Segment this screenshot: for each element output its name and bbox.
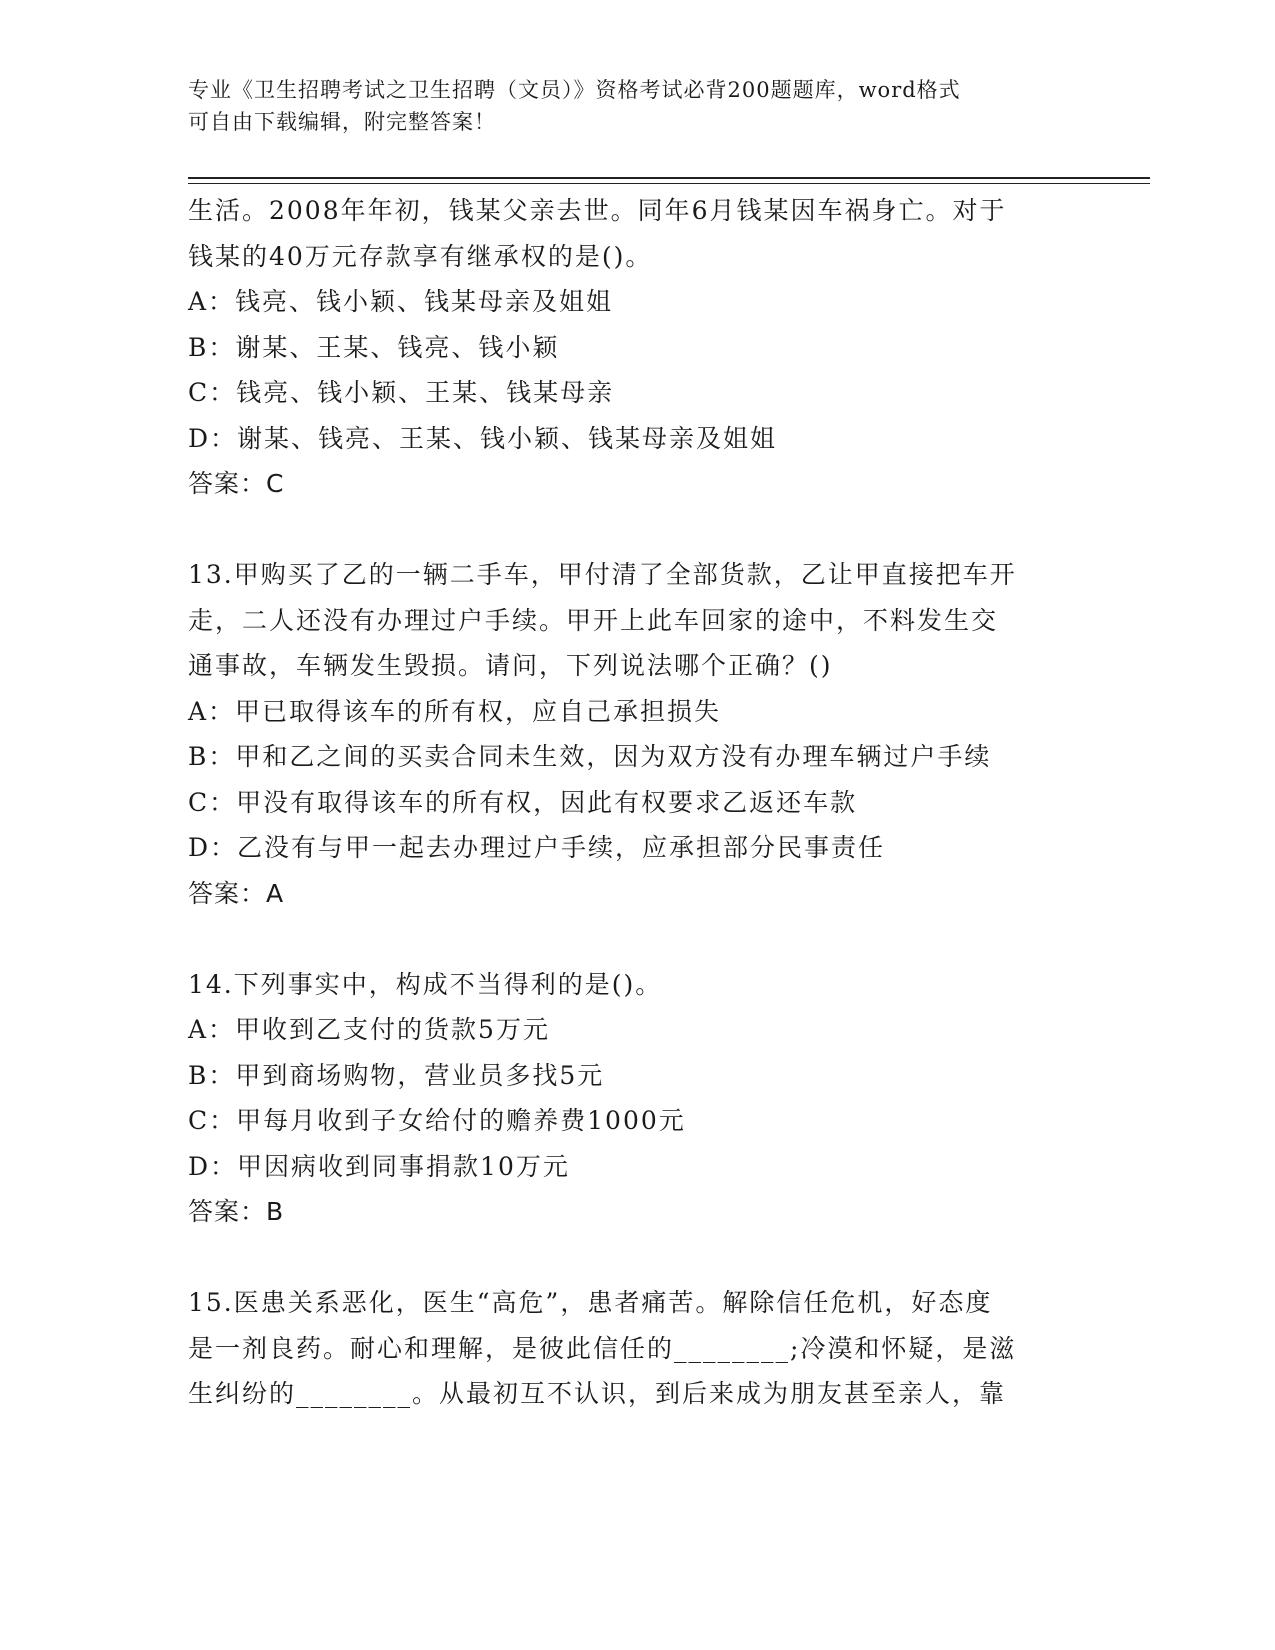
question-text: 15.医患关系恶化，医生“高危”，患者痛苦。解除信任危机，好态度 [188,1288,993,1317]
option-a: A：钱亮、钱小颖、钱某母亲及姐姐 [188,287,614,316]
spacer [188,507,1088,553]
question-13 [188,552,1088,916]
option-a: A：甲已取得该车的所有权，应自己承担损失 [188,696,722,726]
spacer [188,1235,1088,1281]
question-text: 通事故，车辆发生毁损。请问，下列说法哪个正确？() [188,651,833,680]
option-b: B：谢某、王某、钱亮、钱小颖 [188,332,560,362]
answer: 答案：C [188,469,285,498]
question-text: 走，二人还没有办理过户手续。甲开上此车回家的途中，不料发生交 [188,605,999,635]
answer: 答案：B [188,1197,285,1226]
question-12 [188,188,1088,507]
question-15 [188,1280,1088,1417]
header-divider-thin [188,183,1150,184]
header-divider-thick [188,177,1150,179]
option-b: B：甲到商场购物，营业员多找5元 [188,1060,605,1090]
question-text: 生纠纷的________。从最初互不认识，到后来成为朋友甚至亲人，靠 [188,1379,1007,1408]
option-d: D：甲因病收到同事捐款10万元 [188,1151,570,1181]
answer: 答案：A [188,878,285,908]
option-a: A：甲收到乙支付的货款5万元 [188,1015,550,1044]
question-text: 生活。2008年年初，钱某父亲去世。同年6月钱某因车祸身亡。对于 [188,196,1007,225]
question-text: 是一剂良药。耐心和理解，是彼此信任的________;冷漠和怀疑，是滋 [188,1333,1017,1363]
option-c: C：钱亮、钱小颖、王某、钱某母亲 [188,378,615,407]
option-d: D：乙没有与甲一起去办理过户手续，应承担部分民事责任 [188,833,886,862]
option-b: B：甲和乙之间的买卖合同未生效，因为双方没有办理车辆过户手续 [188,742,992,771]
question-14 [188,962,1088,1235]
document-header [188,74,1088,138]
question-text: 14.下列事实中，构成不当得利的是()。 [188,969,663,999]
spacer [188,916,1088,962]
question-text: 13.甲购买了乙的一辆二手车，甲付清了全部货款，乙让甲直接把车开 [188,560,1017,589]
option-c: C：甲没有取得该车的所有权，因此有权要求乙返还车款 [188,787,858,817]
question-list [188,188,1088,1417]
option-d: D：谢某、钱亮、王某、钱小颖、钱某母亲及姐姐 [188,423,778,453]
header-line-1: 专业《卫生招聘考试之卫生招聘（文员）》资格考试必背200题题库，word格式 [188,78,961,102]
option-c: C：甲每月收到子女给付的赡养费1000元 [188,1106,686,1135]
question-text: 钱某的40万元存款享有继承权的是()。 [188,241,653,271]
header-line-2: 可自由下载编辑，附完整答案！ [188,110,496,134]
